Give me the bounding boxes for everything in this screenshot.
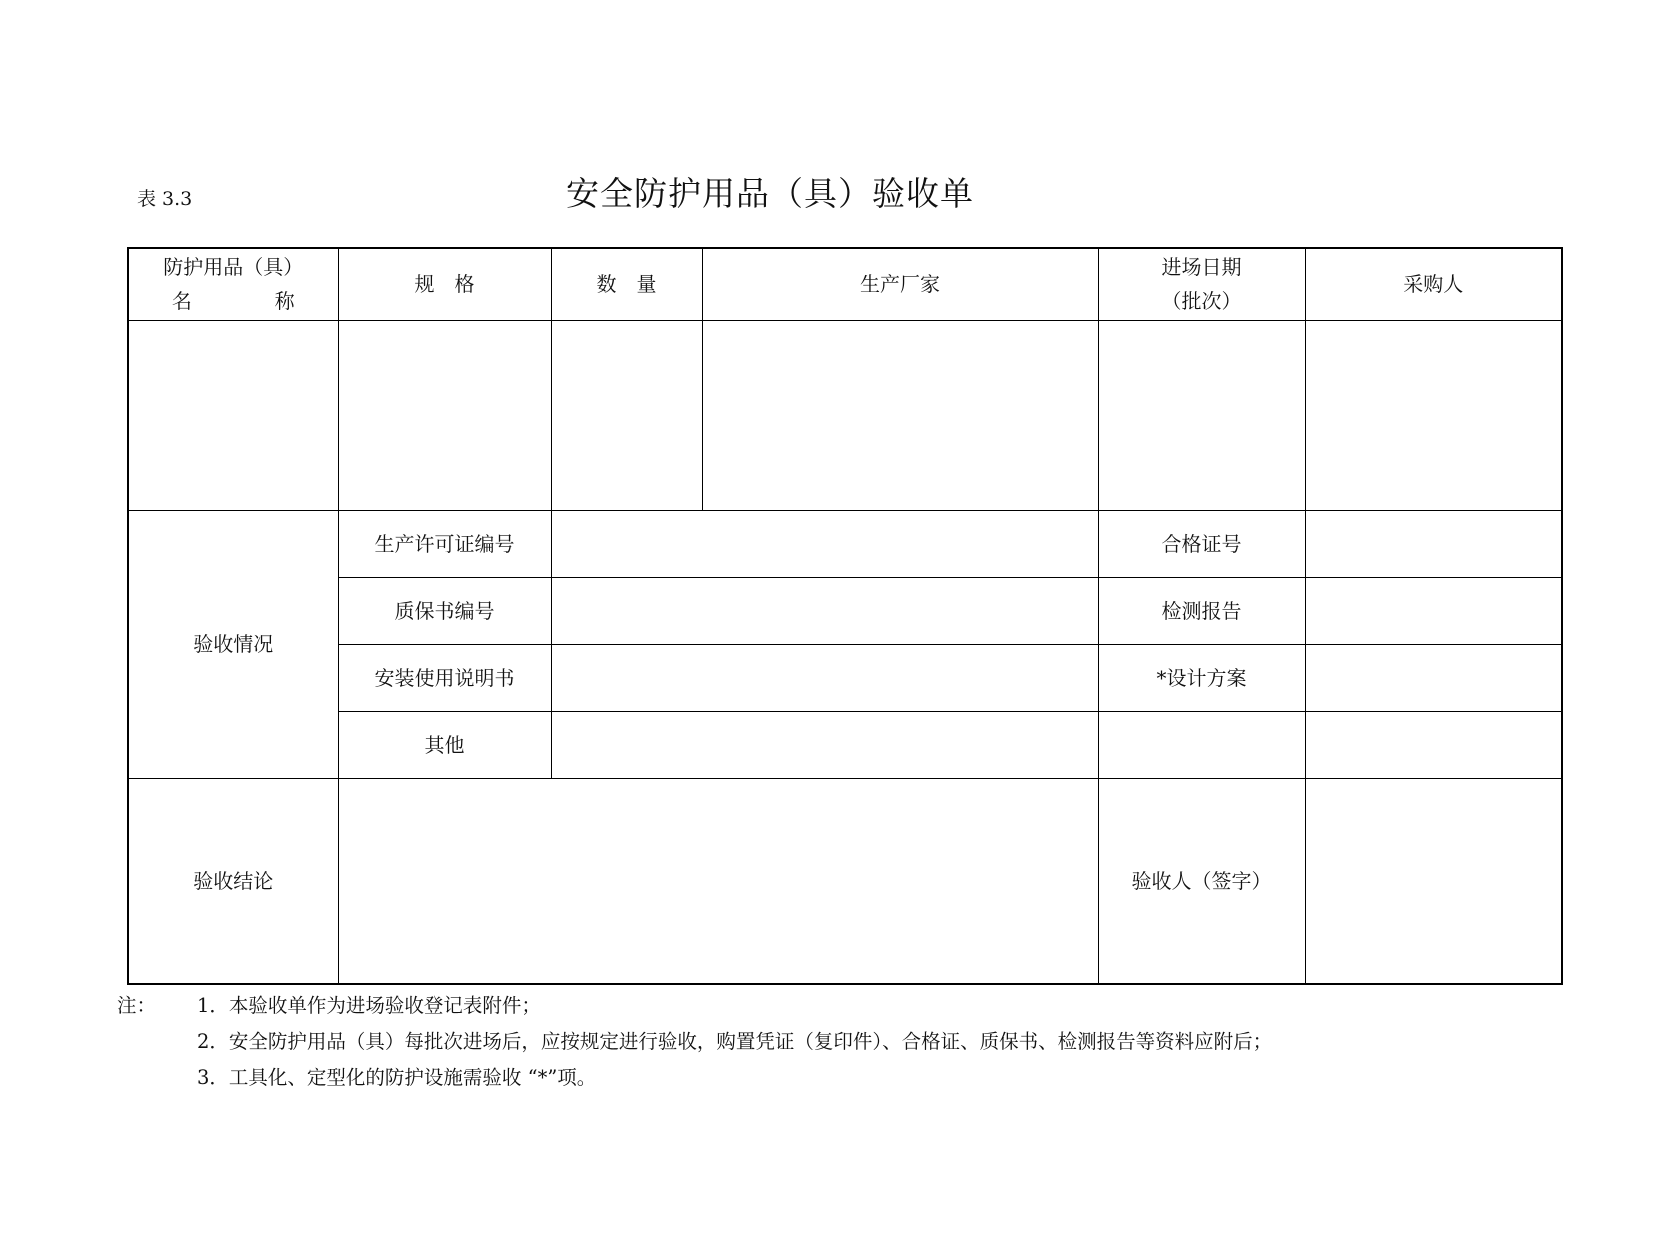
note-text: 2．安全防护用品（具）每批次进场后，应按规定进行验收，购置凭证（复印件）、合格证、质保书、检测报告等资料应附后； [197, 1030, 1273, 1053]
column-header-name-line2 [129, 284, 338, 318]
header-row [128, 248, 1562, 320]
column-header-quantity: 数 量 [551, 248, 702, 320]
inspection-right-value-cell[interactable] [1305, 577, 1562, 644]
column-header-manufacturer: 生产厂家 [702, 248, 1098, 320]
signer-signature-cell[interactable] [1305, 778, 1562, 984]
item-quantity-cell[interactable] [551, 320, 702, 510]
inspection-left-label: 其他 [338, 711, 551, 778]
conclusion-row [128, 778, 1562, 984]
inspection-left-label: 质保书编号 [338, 577, 551, 644]
conclusion-label: 验收结论 [128, 778, 338, 984]
item-name-cell[interactable] [128, 320, 338, 510]
signer-label: 验收人（签字） [1098, 778, 1305, 984]
inspection-left-label: 安装使用说明书 [338, 644, 551, 711]
acceptance-form-table [127, 247, 1563, 985]
column-header-entry-date-line1: 进场日期 [1161, 255, 1242, 280]
item-entry-row [128, 320, 1562, 510]
inspection-row [128, 577, 1562, 644]
inspection-left-label: 生产许可证编号 [338, 510, 551, 577]
table-number: 表 3.3 [137, 188, 193, 210]
inspection-left-value-cell[interactable] [551, 711, 1098, 778]
column-header-entry-date [1098, 248, 1305, 320]
inspection-right-value-cell[interactable] [1305, 711, 1562, 778]
column-header-name [128, 248, 338, 320]
note-text: 3．工具化、定型化的防护设施需验收 “*”项。 [197, 1066, 597, 1089]
inspection-right-value-cell[interactable] [1305, 644, 1562, 711]
inspection-row [128, 644, 1562, 711]
conclusion-value-cell[interactable] [338, 778, 1098, 984]
column-header-name-char2: 称 [274, 289, 295, 314]
item-manufacturer-cell[interactable] [702, 320, 1098, 510]
inspection-row [128, 510, 1562, 577]
column-header-purchaser: 采购人 [1305, 248, 1562, 320]
item-spec-cell[interactable] [338, 320, 551, 510]
inspection-right-label: *设计方案 [1098, 644, 1305, 711]
inspection-right-label[interactable] [1098, 711, 1305, 778]
inspection-right-label: 检测报告 [1098, 577, 1305, 644]
item-purchaser-cell[interactable] [1305, 320, 1562, 510]
column-header-entry-date-line2: （批次） [1161, 289, 1242, 314]
inspection-section-label: 验收情况 [128, 510, 338, 778]
inspection-left-value-cell[interactable] [551, 577, 1098, 644]
column-header-name-line1: 防护用品（具） [163, 255, 304, 280]
inspection-right-label: 合格证号 [1098, 510, 1305, 577]
column-header-spec: 规 格 [338, 248, 551, 320]
notes-prefix: 注： [117, 994, 157, 1017]
inspection-left-value-cell[interactable] [551, 644, 1098, 711]
item-entry-date-cell[interactable] [1098, 320, 1305, 510]
inspection-row [128, 711, 1562, 778]
column-header-name-char1: 名 [171, 289, 192, 314]
page-title: 安全防护用品（具）验收单 [566, 174, 974, 213]
inspection-right-value-cell[interactable] [1305, 510, 1562, 577]
inspection-left-value-cell[interactable] [551, 510, 1098, 577]
note-text: 1．本验收单作为进场验收登记表附件； [197, 994, 541, 1017]
